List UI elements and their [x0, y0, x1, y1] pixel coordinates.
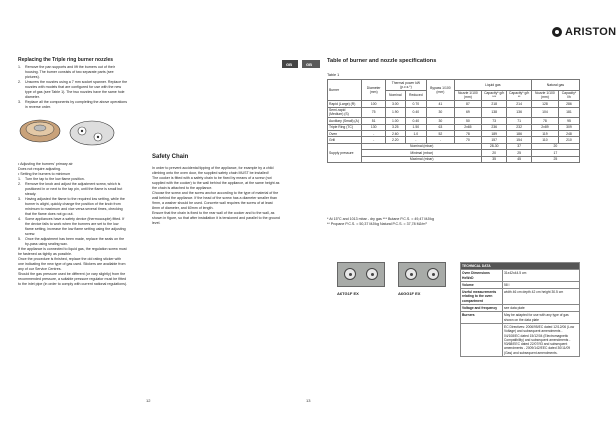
- technical-data-value: 58 l: [503, 281, 580, 288]
- supply-ng: 17: [531, 150, 579, 156]
- paragraph: Once the procedure is finished, replace the old rating sticker with one indicating the new type of gas used. Stickers are available from any of our Service Centres.: [18, 257, 126, 271]
- supply-ng: 25: [531, 156, 579, 162]
- table-cell: 3.25: [385, 124, 405, 130]
- min-setting-bullet: • Setting the burners to minimum: [18, 172, 71, 176]
- list-item: [18, 237, 128, 247]
- page-number-left: 12: [146, 398, 151, 403]
- list-item: [18, 65, 128, 80]
- table-cell: 70: [454, 137, 481, 143]
- table-cell: 52: [426, 130, 454, 136]
- language-tab-left: GB: [282, 60, 298, 68]
- table-cell: Rapid (Large) (R): [328, 101, 362, 107]
- knob-icon: [344, 268, 356, 280]
- header-liquid-gas: Liquid gas: [454, 80, 531, 91]
- technical-data-row: [461, 323, 580, 356]
- extra-paragraphs: [18, 247, 128, 287]
- right-page: [286, 0, 616, 424]
- paragraph: The cooker is fitted with a safety chain to be fixed by means of a screw (not supplied with the cooker) to the wall behind the appliance, at the same height as the chain is attached to the appliance.: [152, 176, 280, 190]
- header-lq-nozzle: Nozzle 1/100 (mm): [454, 90, 481, 101]
- technical-data-row: [461, 270, 580, 282]
- header-reduced: Reduced: [405, 90, 426, 101]
- table-cell: 78: [531, 118, 558, 124]
- adjust-air-bullet: • Adjusting the burners' primary air: [18, 162, 73, 166]
- table-cell: 1.50: [405, 124, 426, 130]
- min-steps-list: [18, 177, 128, 247]
- supply-level: Maximal (mbar): [362, 156, 481, 162]
- burner-part-left: [20, 120, 60, 142]
- table-cell: 186: [507, 130, 531, 136]
- lq-cap-sub-1: ***: [492, 95, 497, 100]
- technical-data-label: Useful measurements relating to the oven compartment: [461, 289, 503, 305]
- footnote: * At 15°C and 1013 mbar - dry gas *** Butane P.C.S. = 49,47 MJ/kg: [327, 217, 434, 221]
- language-tab-right: GB: [302, 60, 320, 68]
- adjust-section: [18, 162, 128, 287]
- knob-icon: [405, 268, 417, 280]
- step-number: 2.: [18, 80, 21, 84]
- table-cell: 218: [481, 101, 506, 107]
- technical-data-value: 31x42x44.5 cm: [503, 270, 580, 282]
- step-text: Remove the knob and adjust the adjustment screw, which is positioned in or next to the tap pin, until the flame is small but steady.: [25, 182, 123, 196]
- technical-data-value: see data plate: [503, 305, 580, 312]
- paragraph: Ensure that the chain is fixed to the rear wall of the cooker and to the wall, as shown in figure, so that after installation it is tensioned and parallel to the ground level.: [152, 211, 280, 225]
- technical-data-value: May be adapted for use with any type of gas shown on the data plate: [503, 312, 580, 324]
- supply-lq-2: 25: [507, 150, 531, 156]
- technical-data-row: [461, 305, 580, 312]
- burner-diagram: [18, 107, 118, 155]
- paragraph: In order to prevent accidental tipping of the appliance, for example by a child climbing onto the oven door, the supplied safety chain MUST be installed!: [152, 166, 274, 175]
- supply-lq-2: 37: [507, 143, 531, 149]
- table-cell: 73: [481, 118, 506, 124]
- paragraph: Should the gas pressure used be different (or vary slightly) from the recommended pressure, a suitable pressure regulator must be fitted to the inlet pipe (in order to comply with current national regulations).: [18, 272, 128, 286]
- step-text: Unscrew the nozzles using a 7 mm socket spanner. Replace the nozzles with models that are configured for use with the new type of gas (see Table 1). The two nozzles have the same hole diameter.: [25, 80, 128, 99]
- table-cell: 128: [531, 101, 558, 107]
- step-number: 1.: [18, 177, 21, 181]
- technical-data-title: TECHNICAL DATA: [461, 263, 580, 270]
- table-cell: -: [426, 137, 454, 143]
- header-lq-capacity-2: [507, 90, 531, 101]
- table-cell: Oven: [328, 130, 362, 136]
- header-lq-capacity-1: [481, 90, 506, 101]
- table-cell: 236: [481, 124, 506, 130]
- lq-cap-label-1: Capacity* g/h: [484, 91, 505, 96]
- table-cell: Triple Ring (TC): [328, 124, 362, 130]
- table-cell: 1.0: [405, 130, 426, 136]
- step-number: 3.: [18, 197, 21, 201]
- step-text: Having adjusted the flame to the required low setting, while the burner is alight, quickly change the position of the knob from minimum to maximum and vice versa several times, checking that the flame does not go out.: [25, 197, 125, 216]
- technical-data-value: EC Directives: 2006/95/EC dated 12/12/06 (Low Voltage) and subsequent amendments - 04/108/EC dated 15/12/04 (Electromagnetic Compatibility) and subsequent amendments - 93/68/EEC dated 22/07/93 and subsequent amendments - 2009/142/EEC dated 30/11/09 (Gas) and subsequent amendments.: [503, 323, 580, 356]
- knob-icon: [366, 268, 378, 280]
- table-cell: -: [362, 130, 385, 136]
- step-text: Some appliances have a safety device (thermocouple) fitted. If the device fails to work when the burners are set to the low flame setting, increase the low flame setting using the adjusting screw.: [25, 217, 126, 236]
- adjust-air-label: Adjusting the burners' primary air: [20, 162, 73, 166]
- supply-lq-2: 45: [507, 156, 531, 162]
- step-number: 4.: [18, 217, 21, 221]
- technical-data-table: [460, 262, 580, 357]
- min-setting-label: Setting the burners to minimum: [20, 172, 71, 176]
- list-item: [18, 80, 128, 100]
- header-thermal: Thermal power kW (p.c.s.*): [385, 80, 426, 91]
- supply-row: [328, 156, 580, 162]
- step-text: Turn the tap to the low flame position.: [25, 177, 85, 181]
- hob-control-panel-1: [337, 262, 385, 287]
- table-cell: 157: [481, 137, 506, 143]
- lq-cap-label-2: Capacity* g/h: [509, 91, 530, 96]
- table-cell: 69: [454, 107, 481, 118]
- replace-nozzles-title: Replacing the Triple ring burner nozzles: [18, 57, 114, 63]
- hob-label-1: A6TG1F EX: [337, 291, 359, 296]
- table-cell: 2x89: [531, 124, 558, 130]
- table-title: Table of burner and nozzle specifications: [327, 58, 437, 64]
- paragraph: If the appliance is connected to liquid gas, the regulation screw must be fastened as tightly as possible.: [18, 247, 127, 256]
- safety-chain-title: Safety Chain: [152, 154, 189, 160]
- table-header-row: [328, 80, 580, 91]
- table-cell: 210: [558, 137, 579, 143]
- step-number: 3.: [18, 100, 21, 104]
- table-cell: 189: [481, 130, 506, 136]
- page-number-right: 13: [306, 398, 311, 403]
- supply-level: Minimal (mbar): [362, 150, 481, 156]
- table-cell: 95: [558, 118, 579, 124]
- hob-label-2: A6GG1F EX: [398, 291, 421, 296]
- brand-name: ARISTON: [565, 26, 616, 38]
- replace-steps-list: [18, 65, 128, 110]
- step-text: Replace all the components by completing the above operations in reverse order.: [25, 100, 128, 109]
- burner-part-right: [70, 121, 114, 145]
- supply-lq-1: 20: [481, 150, 506, 156]
- footnote: ** Propane P.C.S. = 50,37 MJ/kg Natural P.C.S. = 37,78 MJ/m³: [327, 222, 427, 226]
- technical-data-label: Oven Dimensions HxWxD: [461, 270, 503, 282]
- table-cell: 214: [507, 101, 531, 107]
- table-cell: 130: [362, 124, 385, 130]
- replace-nozzles-section: [18, 58, 128, 110]
- list-item: [18, 217, 128, 237]
- table-cell: 41: [426, 101, 454, 107]
- table-cell: 154: [507, 137, 531, 143]
- hob-control-panel-2: [398, 262, 446, 287]
- table-cell: 104: [531, 107, 558, 118]
- header-natural-gas: Natural gas: [531, 80, 579, 91]
- list-item: [18, 197, 128, 217]
- table-cell: 181: [558, 107, 579, 118]
- supply-rows: [328, 143, 580, 162]
- table-row: [328, 107, 580, 118]
- step-text: Once the adjustment has been made, replace the seals on the by-pass using sealing wax.: [25, 237, 125, 246]
- lq-cap-sub-2: **: [517, 95, 521, 100]
- step-number: 2.: [18, 182, 21, 186]
- table-cell: 119: [531, 130, 558, 136]
- table-cell: 51: [362, 118, 385, 124]
- step-text: Remove the pan supports and lift the burners out of their housing. The burner consists of two separate parts (see pictures).: [25, 65, 115, 79]
- technical-data-value: width 46 cm depth 42 cm height 30.5 cm: [503, 289, 580, 305]
- table-cell: 248: [558, 130, 579, 136]
- table-caption: Table 1: [327, 73, 340, 77]
- table-cell: 1.90: [385, 107, 405, 118]
- table-cell: 0.40: [405, 107, 426, 118]
- table-cell: 138: [481, 107, 506, 118]
- table-cell: 232: [507, 124, 531, 130]
- step-number: 1.: [18, 65, 21, 69]
- header-burner: Burner: [328, 80, 362, 101]
- table-cell: 30: [426, 107, 454, 118]
- supply-lq-1: 35: [481, 156, 506, 162]
- table-cell: 100: [362, 101, 385, 107]
- table-cell: 3.00: [385, 101, 405, 107]
- adjust-intro: Does not require adjusting.: [18, 167, 61, 171]
- table-cell: -: [405, 137, 426, 143]
- header-bypass: Bypass 1/100 (mm): [426, 80, 454, 101]
- supply-pressure-label: Supply pressure: [328, 143, 362, 162]
- technical-data-rows: [461, 270, 580, 357]
- brand-logo: [552, 26, 616, 38]
- technical-data-label: Voltage and frequency: [461, 305, 503, 312]
- knob-icon: [427, 268, 439, 280]
- supply-level: Nominal (mbar): [362, 143, 481, 149]
- table-cell: 71: [507, 118, 531, 124]
- table-footnotes: [327, 217, 434, 227]
- supply-ng: 20: [531, 143, 579, 149]
- list-item: [18, 182, 128, 197]
- table-cell: 75: [362, 107, 385, 118]
- table-cell: Semi-rapid (Medium) (S): [328, 107, 362, 118]
- burner-rows: [328, 101, 580, 144]
- table-cell: 63: [426, 124, 454, 130]
- table-cell: 2.20: [385, 137, 405, 143]
- table-cell: 87: [454, 101, 481, 107]
- table-cell: -: [362, 137, 385, 143]
- safety-chain-body: [152, 166, 280, 226]
- table-cell: Auxiliary (Small) (A): [328, 118, 362, 124]
- table-cell: Grill: [328, 137, 362, 143]
- technical-data-label: Volume: [461, 281, 503, 288]
- table-cell: 78: [454, 130, 481, 136]
- brand-mark-icon: [552, 27, 562, 37]
- technical-data-label: [461, 323, 503, 356]
- technical-data-row: [461, 281, 580, 288]
- left-page: [0, 0, 300, 424]
- header-ng-nozzle: Nozzle 1/100 (mm): [531, 90, 558, 101]
- table-cell: 30: [426, 118, 454, 124]
- table-cell: 0.70: [405, 101, 426, 107]
- supply-lq-1: 28-30: [481, 143, 506, 149]
- table-cell: 0.40: [405, 118, 426, 124]
- table-cell: 309: [558, 124, 579, 130]
- technical-data-row: [461, 289, 580, 305]
- technical-data-row: [461, 312, 580, 324]
- table-cell: 110: [531, 137, 558, 143]
- header-nominal: Nominal: [385, 90, 405, 101]
- paragraph: Choose the screw and the screw anchor according to the type of material of the wall behind the appliance. If the head of the screw has a diameter smaller than 9mm, a washer should be used. Concrete wall requires the screw of at least 8mm of diameter, and 60mm of length.: [152, 191, 279, 210]
- table-cell: 136: [507, 107, 531, 118]
- technical-data-label: Burners: [461, 312, 503, 324]
- table-cell: 286: [558, 101, 579, 107]
- table-cell: 2x65: [454, 124, 481, 130]
- table-cell: 2.60: [385, 130, 405, 136]
- step-number: 5.: [18, 237, 21, 241]
- table-cell: 50: [454, 118, 481, 124]
- header-ng-capacity: Capacity* l/h: [558, 90, 579, 101]
- header-diameter: Diameter (mm): [362, 80, 385, 101]
- table-cell: 1.00: [385, 118, 405, 124]
- burner-spec-table: [327, 79, 580, 163]
